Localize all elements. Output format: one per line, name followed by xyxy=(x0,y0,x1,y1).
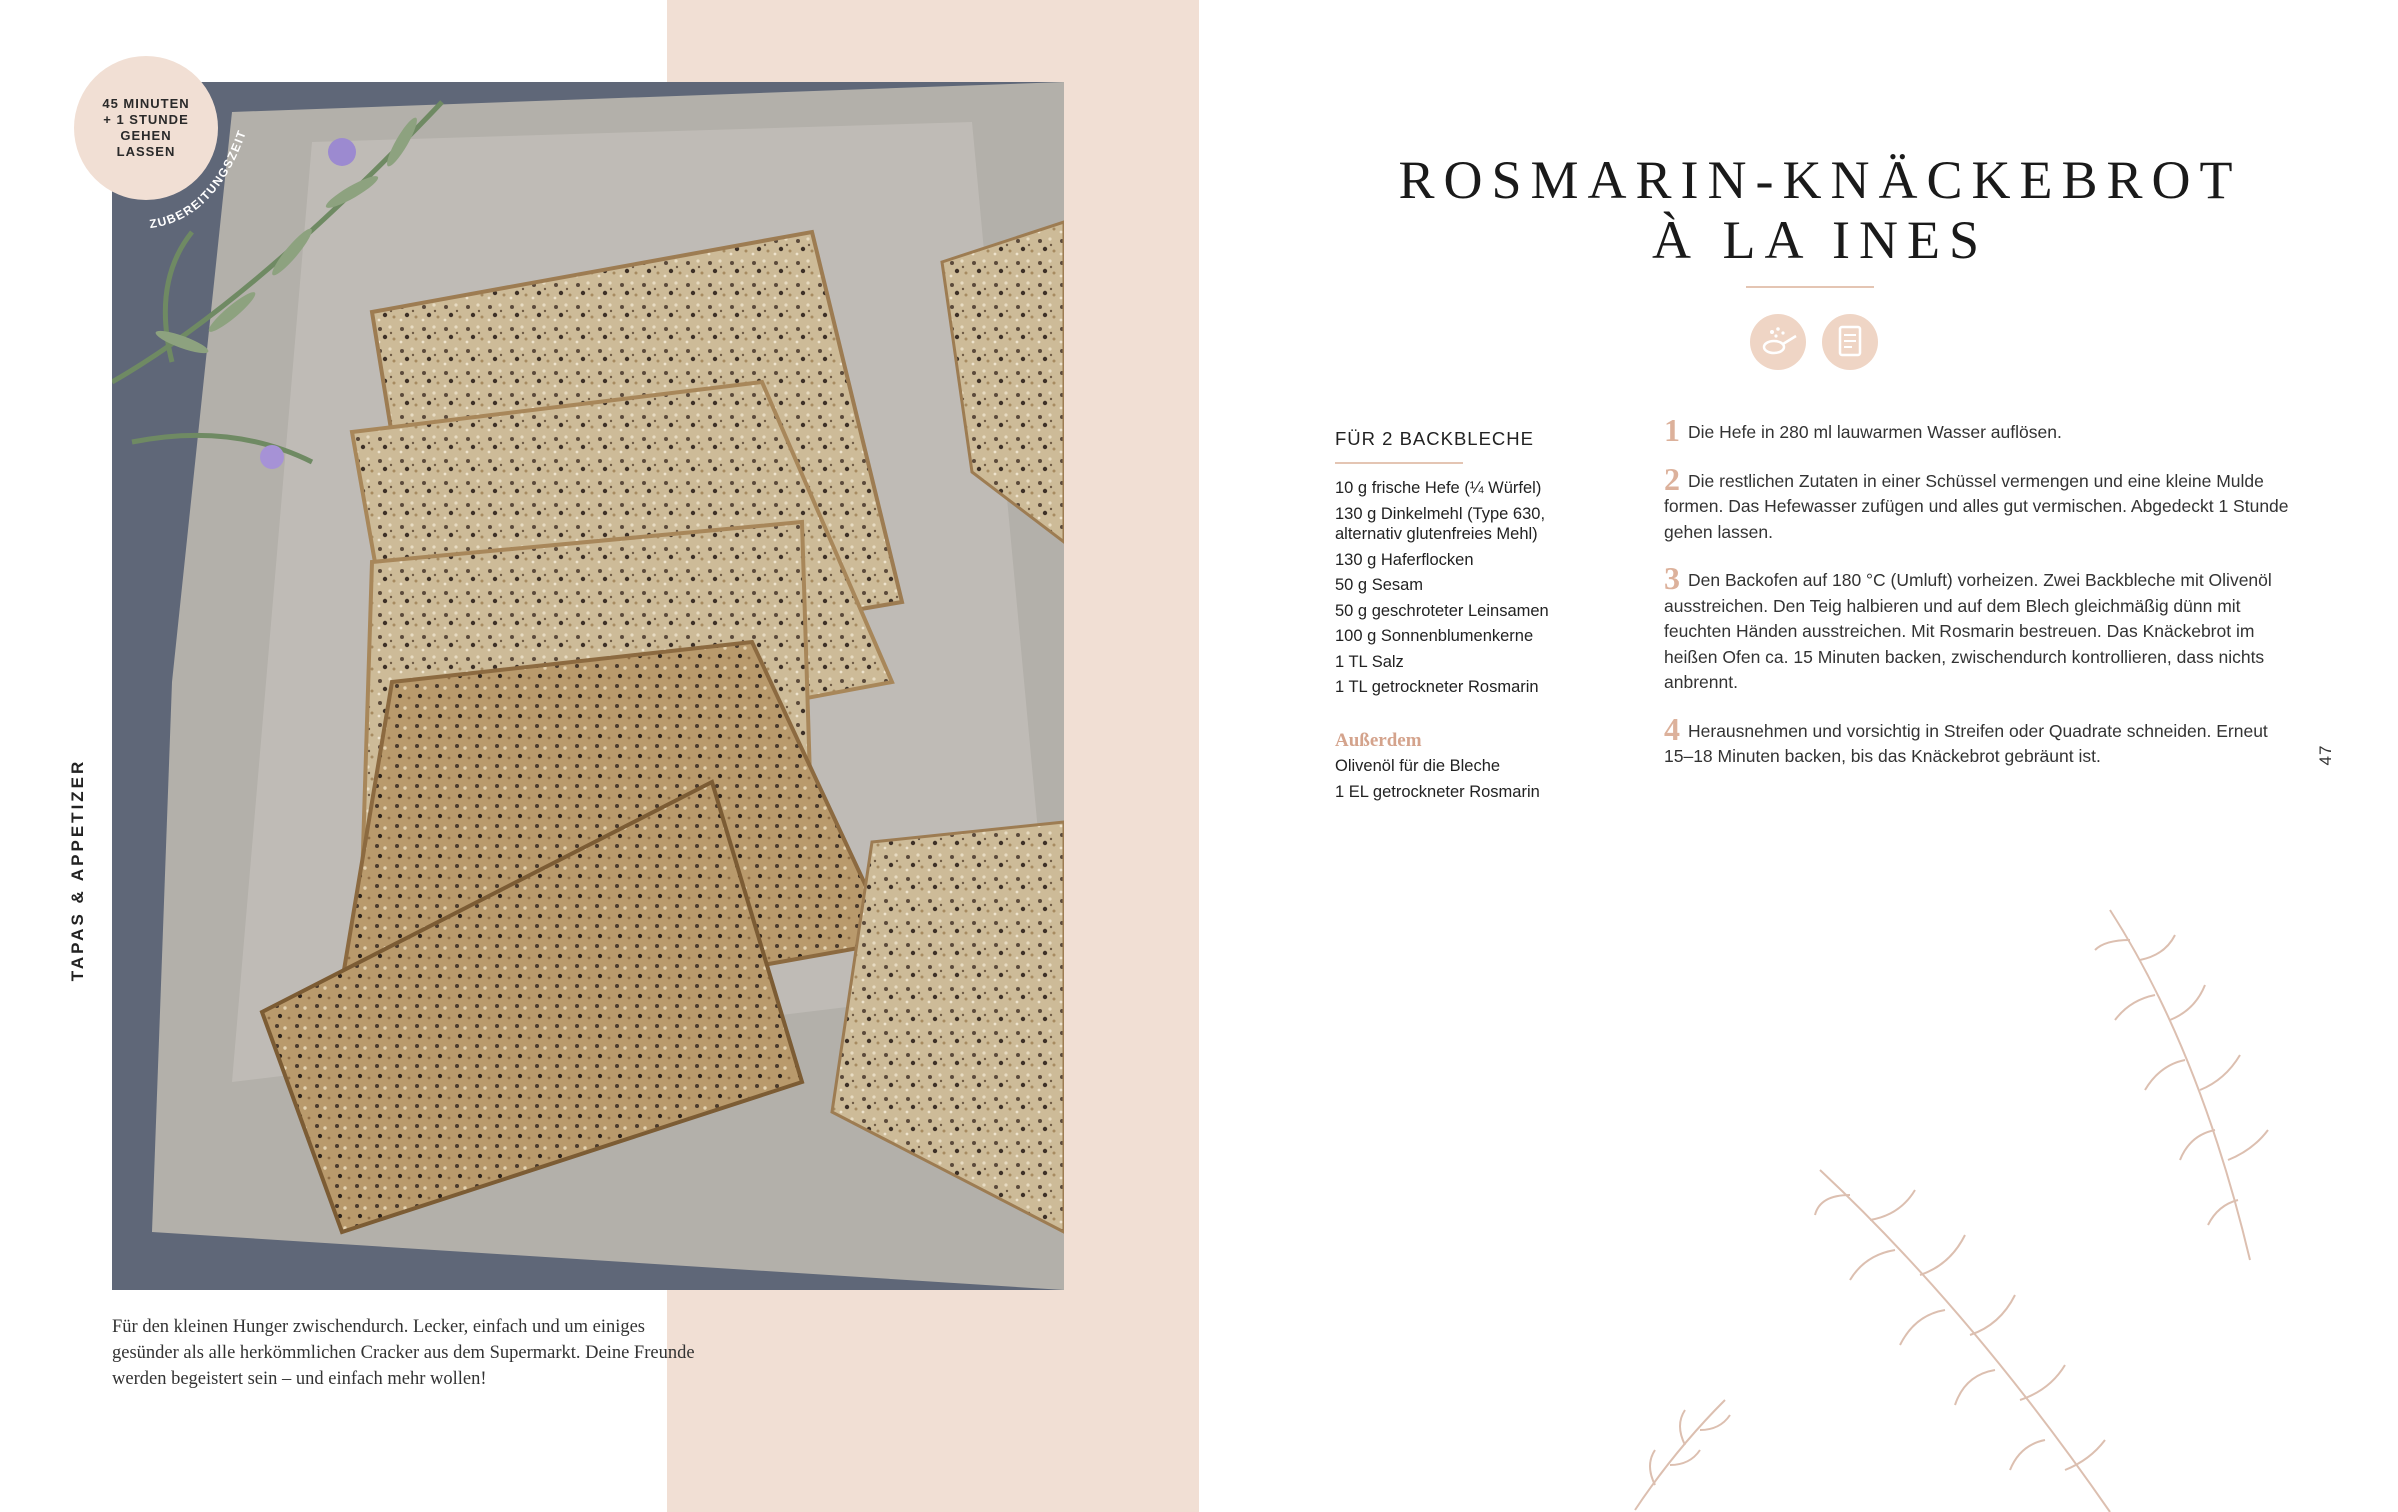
step xyxy=(1664,560,2294,696)
step-text: Den Backofen auf 180 °C (Umluft) vorheizen. Zwei Backbleche mit Olivenöl ausstreichen. Den Teig halbieren und auf dem Blech gleichmäßig dünn mit feuchten Händen ausstreichen. Mit Rosmarin bestreuen. Das Knäckebrot im heißen Ofen ca. 15 Minuten backen, zwischendurch kontrollieren, dass nichts anbrennt. xyxy=(1664,570,2272,692)
extra-heading: Außerdem xyxy=(1335,730,1422,751)
step-text: Herausnehmen und vorsichtig in Streifen oder Quadrate schneiden. Erneut 15–18 Minuten backen, bis das Knäckebrot gebräunt ist. xyxy=(1664,720,2268,766)
rosemary-sprig-illustration xyxy=(1625,1390,1745,1512)
svg-text:ZUBEREITUNGSZEIT xyxy=(148,128,249,231)
title-divider xyxy=(1746,286,1874,288)
section-label: TAPAS & APPETIZER xyxy=(68,758,87,982)
ingredients-list xyxy=(1335,478,1595,703)
ingredients-heading: FÜR 2 BACKBLECHE xyxy=(1335,428,1534,449)
ingredient-item: 10 g frische Hefe (¼ Würfel) xyxy=(1335,479,1542,497)
badge-line: GEHEN xyxy=(120,128,172,143)
ingredient-item: 1 TL getrockneter Rosmarin xyxy=(1335,678,1539,696)
extra-list xyxy=(1335,756,1540,807)
extra-item: Olivenöl für die Bleche xyxy=(1335,757,1501,775)
ingredient-item: 1 TL Salz xyxy=(1335,652,1404,671)
recipe-title xyxy=(1340,150,2300,270)
badge-line: LASSEN xyxy=(116,144,176,159)
photo-caption: Für den kleinen Hunger zwischendurch. Lecker, einfach und um einiges gesünder als alle herkömmlichen Cracker aus dem Supermarkt. Deine Freunde werden begeistert sein – und einfach mehr wollen! xyxy=(112,1317,695,1389)
step xyxy=(1664,412,2294,448)
ingredient-item: 130 g Haferflocken xyxy=(1335,550,1474,569)
instructions xyxy=(1664,412,2294,791)
sugar-spoon-icon xyxy=(1750,314,1806,370)
step-number: 1 xyxy=(1664,412,1680,448)
ingredient-item: 100 g Sonnenblumenkerne xyxy=(1335,627,1534,645)
step-text: Die restlichen Zutaten in einer Schüssel vermengen und eine kleine Mulde formen. Das Hefewasser zufügen und alles gut vermischen. Abgedeckt 1 Stunde gehen lassen. xyxy=(1664,470,2289,542)
step-number: 4 xyxy=(1664,710,1680,747)
note-icon xyxy=(1822,314,1878,370)
ingredient-item: 50 g Sesam xyxy=(1335,576,1424,594)
title-line-1: ROSMARIN-KNÄCKEBROT xyxy=(1398,150,2242,210)
page-number: 47 xyxy=(2316,744,2335,766)
step xyxy=(1664,710,2294,770)
ingredient-item: 130 g Dinkelmehl (Type 630, alternativ glutenfreies Mehl) xyxy=(1335,504,1546,543)
badge-line: 45 MINUTEN xyxy=(102,96,190,111)
recipe-photo xyxy=(112,82,1064,1290)
prep-time-arc-label xyxy=(130,110,280,250)
extra-item: 1 EL getrockneter Rosmarin xyxy=(1335,782,1540,801)
step-number: 2 xyxy=(1664,460,1680,497)
step-text: Die Hefe in 280 ml lauwarmen Wasser auflösen. xyxy=(1688,422,2062,442)
title-line-2: À LA INES xyxy=(1652,210,1988,270)
step xyxy=(1664,460,2294,546)
arc-label-text: ZUBEREITUNGSZEIT xyxy=(148,127,250,232)
ingredient-item: 50 g geschroteter Leinsamen xyxy=(1335,601,1549,620)
badge-line: + 1 STUNDE xyxy=(103,112,189,127)
ingredients-divider xyxy=(1335,462,1463,464)
rosemary-sprig-illustration xyxy=(1810,1150,2140,1512)
step-number: 3 xyxy=(1664,560,1680,596)
